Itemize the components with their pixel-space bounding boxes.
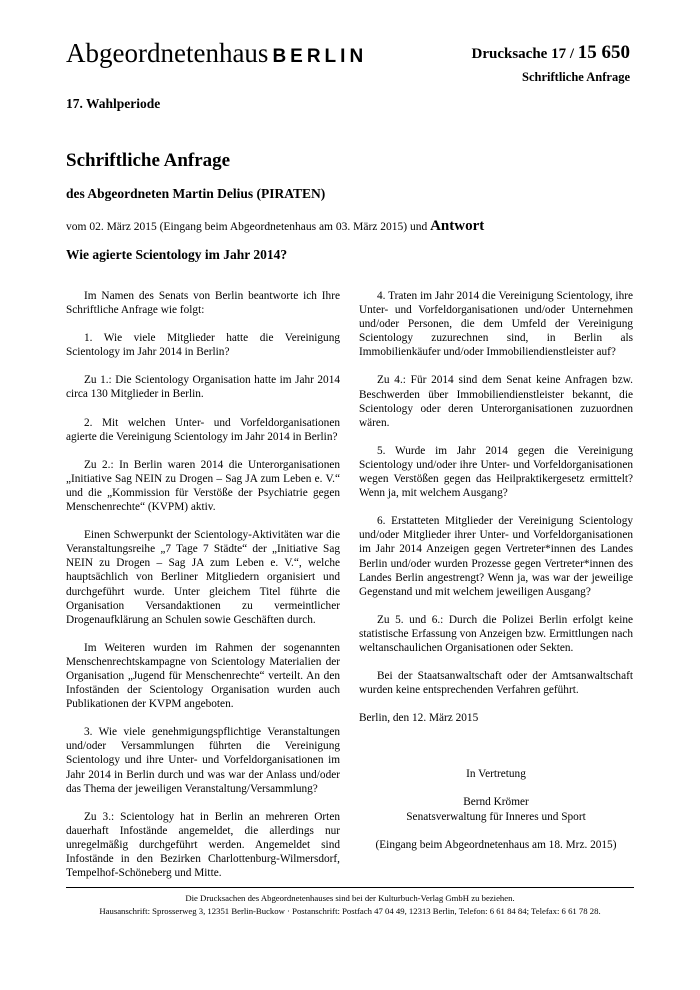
paragraph: Einen Schwerpunkt der Scientology-Aktivitäten war die Veranstaltungsreihe „7 Tage 7 Städte“ der „Initiative Sag NEIN zu Drogen – Sag JA zum Leben e. V.“, welche hauptsächlich von Berliner Mitgliedern organisiert und durchgeführt wurde. Unter gleichem Titel führte die Organisation Versandaktionen zu vermeintlicher Drogenaufklärung an Schulen sowie Geschäften durch.	[66, 529, 340, 626]
document-type: Schriftliche Anfrage	[522, 70, 630, 84]
left-column	[66, 289, 340, 894]
in-vertretung: In Vertretung	[466, 768, 526, 781]
paragraph: Zu 4.: Für 2014 sind dem Senat keine Anfragen bzw. Beschwerden über Immobiliendienstleister bekannt, die Scientology oder deren Unterorganisationen zuzuordnen wären.	[359, 374, 633, 429]
spacer	[359, 781, 633, 795]
legislative-period: 17. Wahlperiode	[66, 96, 161, 111]
brand-name: Abgeordnetenhaus	[66, 38, 269, 68]
question-title: Wie agierte Scientology im Jahr 2014?	[66, 247, 288, 262]
dateline	[66, 218, 484, 235]
footer-line-1: Die Drucksachen des Abgeordnetenhauses sind bei der Kulturbuch-Verlag GmbH zu beziehen.	[185, 893, 515, 903]
drucksache-label: Drucksache 17 /	[471, 46, 574, 62]
footer	[66, 887, 634, 918]
paragraph: 1. Wie viele Mitglieder hatte die Vereinigung Scientology im Jahr 2014 in Berlin?	[66, 332, 340, 359]
page-subtitle: des Abgeordneten Martin Delius (PIRATEN)	[66, 186, 326, 201]
signer-organization: Senatsverwaltung für Inneres und Sport	[406, 810, 586, 823]
drucksache-number: 15 650	[577, 42, 630, 63]
footer-address: Hausanschrift: Sprosserweg 3, 12351 Berlin-Buckow · Postanschrift: Postfach 47 04 49, 12313 Berlin, Telefon: 6 61 84 84; Telefax: 6 61 78 28.	[99, 906, 601, 916]
paragraph: Zu 1.: Die Scientology Organisation hatte im Jahr 2014 circa 130 Mitglieder in Berlin.	[66, 374, 340, 401]
spacer	[359, 824, 633, 838]
brand-logo	[66, 38, 367, 72]
answer-label: Antwort	[430, 218, 485, 234]
paragraph: Bei der Staatsanwaltschaft oder der Amtsanwaltschaft wurden keine entsprechenden Verfahren geführt.	[359, 670, 633, 697]
right-column	[359, 289, 633, 852]
paragraph: Zu 2.: In Berlin waren 2014 die Unterorganisationen „Initiative Sag NEIN zu Drogen – Sag JA zum Leben e. V.“ und die „Kommission für Verstöße der Psychiatrie gegen Menschenrechte“ (KVPM) aktiv.	[66, 458, 340, 514]
dateline-text: vom 02. März 2015 (Eingang beim Abgeordnetenhaus am 03. März 2015) und	[66, 221, 428, 233]
paragraph: Im Namen des Senats von Berlin beantworte ich Ihre Schriftliche Anfrage wie folgt:	[66, 290, 340, 317]
received-note: (Eingang beim Abgeordnetenhaus am 18. Mrz. 2015)	[375, 838, 617, 851]
paragraph: 5. Wurde im Jahr 2014 gegen die Vereinigung Scientology und/oder ihre Unter- und Vorfeldorganisationen wegen Verstößen gegen das Heilpraktikergesetz ermittelt? Wenn ja, mit welchem Ausgang?	[359, 444, 633, 500]
document-number-block	[472, 42, 631, 85]
spacer	[359, 739, 633, 767]
signer-name: Bernd Krömer	[463, 796, 529, 809]
paragraph: Im Weiteren wurden im Rahmen der sogenannten Menschenrechtskampagne von Scientology Materialien der Organisation „Jugend für Menschenrechte“ verteilt. An den Infoständen der Scientology Organisation wurden auch Publikationen der KVPM angeboten.	[66, 641, 340, 711]
paragraph: 4. Traten im Jahr 2014 die Vereinigung Scientology, ihre Unter- und Vorfeldorganisationen und/oder Unternehmen und/oder Personen, die dem Umfeld der Vereinigung Scientology zuzurechnen sind, in Berlin als Immobilienkäufer und/oder Immobiliendienstleister auf?	[359, 290, 633, 359]
drucksache-line	[472, 42, 631, 64]
page-title: Schriftliche Anfrage	[66, 150, 231, 171]
paragraph: Zu 3.: Scientology hat in Berlin an mehreren Orten dauerhaft Infostände angemeldet, die allerdings nur unregelmäßig durchgeführt werden. Angemeldet sind Infostände in den Bezirken Charlottenburg-Wilmersdorf, Tempelhof-Schöneberg und Mitte.	[66, 810, 340, 880]
place-date: Berlin, den 12. März 2015	[359, 712, 479, 725]
paragraph: 2. Mit welchen Unter- und Vorfeldorganisationen agierte die Vereinigung Scientology im Jahr 2014 in Berlin?	[66, 416, 340, 443]
paragraph: 3. Wie viele genehmigungspflichtige Veranstaltungen und/oder Versammlungen führten die Vereinigung Scientology und ihre Unter- und Vorfeldorganisationen im Jahr 2014 in Berlin durch und was war der Anlass und/oder das Thema der jeweiligen Veranstaltung/Versammlung?	[66, 726, 340, 795]
paragraph: 6. Erstatteten Mitglieder der Vereinigung Scientology und/oder Mitglieder ihrer Unter- und Vorfeldorganisationen im Jahr 2014 Anzeigen gegen Vertreter*innen des Landes Berlin und/oder wurden Prozesse gegen Vertreter*innen des Landes Berlin angestrengt? Wenn ja, was war der jeweilige Gegenstand und mit welchem jeweiligen Ausgang?	[359, 515, 633, 598]
paragraph: Zu 5. und 6.: Durch die Polizei Berlin erfolgt keine statistische Erfassung von Anzeigen bzw. Ermittlungen nach weltanschaulichen Organisationen oder Sekten.	[359, 613, 633, 654]
brand-city: BERLIN	[272, 46, 368, 67]
